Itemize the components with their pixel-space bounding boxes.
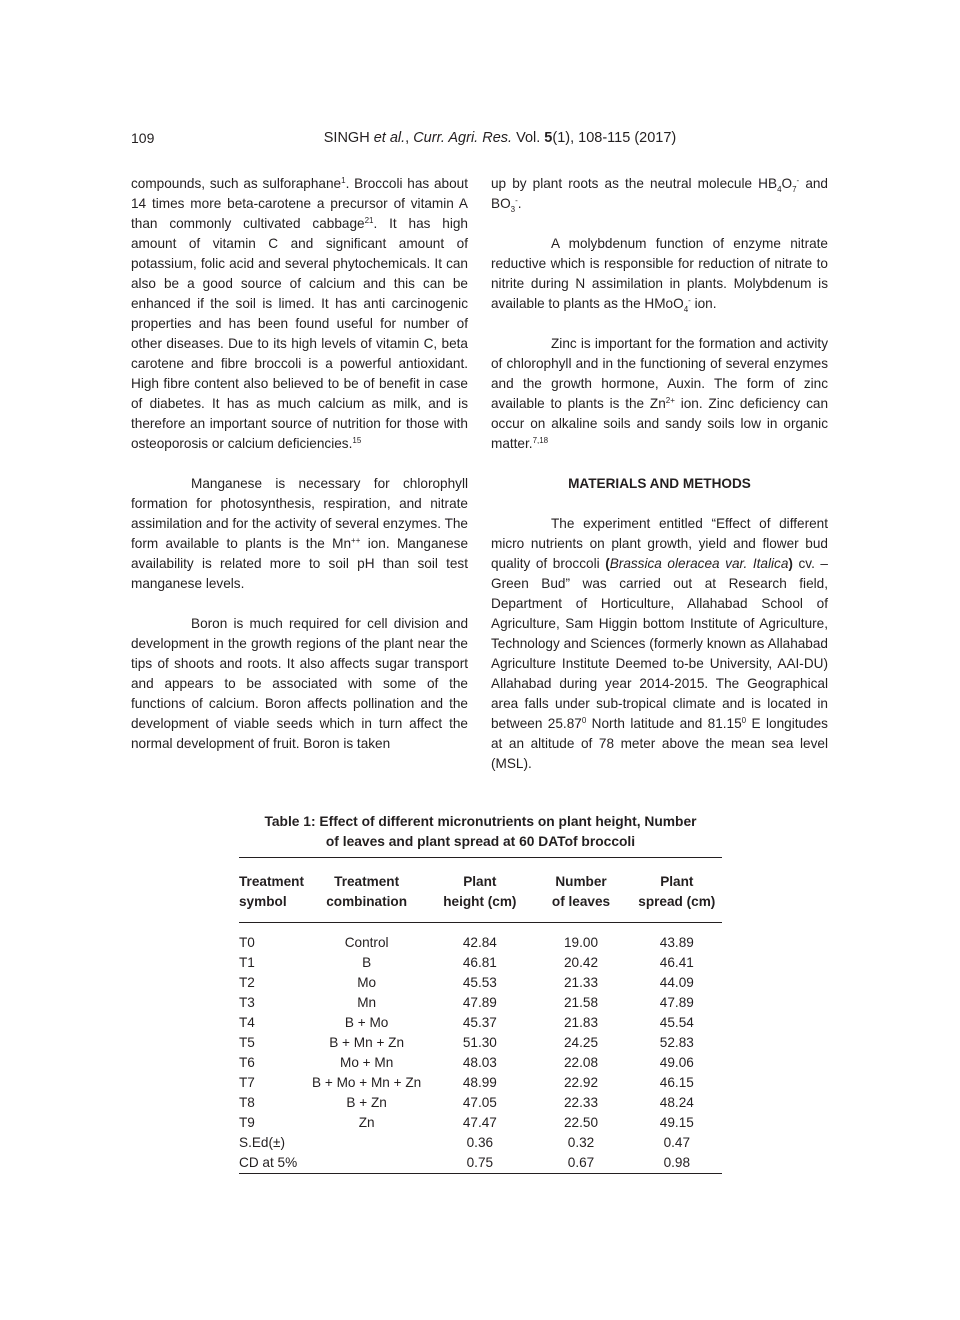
- ion-charge: -: [688, 296, 691, 305]
- left-column: [131, 174, 468, 774]
- ion-charge: -: [515, 196, 518, 205]
- table-row: [239, 973, 722, 993]
- table-cell: T3: [239, 995, 255, 1010]
- header-line: symbol: [239, 894, 287, 909]
- subscript: 4: [777, 185, 782, 194]
- header-line: height (cm): [443, 894, 517, 909]
- table-cell: 48.03: [462, 1055, 497, 1070]
- right-column: [491, 174, 828, 794]
- table-cell: T0: [239, 935, 255, 950]
- table-cell: Control: [344, 935, 389, 950]
- table-cell: S.Ed(±): [239, 1135, 285, 1150]
- table-cell: 48.99: [462, 1075, 497, 1090]
- column-header: [304, 858, 429, 923]
- paragraph-experiment: [491, 514, 828, 774]
- subscript: 7: [792, 185, 797, 194]
- table-row: [239, 953, 722, 973]
- table-cell: 46.15: [659, 1075, 694, 1090]
- table-cell: 21.33: [564, 975, 599, 990]
- reference: 21: [364, 216, 374, 225]
- table-cell: 46.81: [462, 955, 497, 970]
- column-header: [530, 858, 631, 923]
- text: . Broccoli has about 14 times more beta-carotene a precursor of vitamin A than commonly cultivated cabbage: [131, 176, 468, 231]
- reference: 15: [352, 436, 362, 445]
- column-header: [429, 858, 530, 923]
- column-header: [632, 858, 722, 923]
- table-cell: CD at 5%: [239, 1153, 304, 1174]
- table-cell: 21.83: [564, 1015, 599, 1030]
- ion-charge: 2+: [665, 396, 675, 405]
- table-cell: 47.89: [659, 995, 694, 1010]
- ion-charge: ++: [351, 536, 361, 545]
- table-row: [239, 1073, 722, 1093]
- table-cell: B + Mo + Mn + Zn: [312, 1075, 422, 1090]
- paragraph-molybdenum: [491, 234, 828, 314]
- table-cell: B + Mn + Zn: [329, 1035, 405, 1050]
- text: .: [517, 196, 522, 211]
- table-row: [239, 923, 722, 954]
- table-cell: T4: [239, 1015, 255, 1030]
- volume-number: 5: [544, 130, 553, 146]
- text: Manganese is necessary for chlorophyll formation for photosynthesis, respiration, and nitrate assimilation and for the activity of several enzymes. The form available to plants is the Mn: [131, 476, 468, 551]
- table-cell: 24.25: [564, 1035, 599, 1050]
- table-caption: [239, 812, 722, 857]
- table-row: [239, 1053, 722, 1073]
- text: O: [781, 176, 793, 191]
- paragraph-boron: Boron is much required for cell division and development in the growth regions of the plant near the tips of shoots and roots. It also affects sugar transport and appears to be associated with some of the functions of calcium. Boron affects pollination and the development of viable seeds which in turn affect the normal development of fruit. Boron is taken: [131, 616, 468, 751]
- table-cell: 0.98: [632, 1153, 722, 1174]
- column-header: [239, 858, 304, 923]
- table-cell: 0.47: [663, 1135, 691, 1150]
- page-number: 109: [131, 130, 155, 146]
- paren: (: [605, 556, 610, 571]
- text: Zinc is important for the formation and activity of chlorophyll and in the functioning of several enzymes and the growth hormone, Auxin. The form of zinc available to plants is the Zn: [491, 336, 828, 411]
- text: . It has high amount of vitamin C and significant amount of potassium, folic acid and several phytochemicals. It can also be a good source of calcium and this can be enhanced if the soil is limed. It has anti carcinogenic properties and has been found useful for number of other diseases. Due to its high levels of vitamin C, beta carotene and fibre broccoli is a powerful antioxidant. High fibre content also believed to be of benefit in case of diabetes. It has as much calcium as milk, and is therefore an important source of nutrition for those with osteoporosis or calcium deficiencies.: [131, 216, 468, 451]
- vol-prefix: Vol.: [516, 130, 541, 146]
- header-line: of leaves: [551, 894, 611, 909]
- text: The experiment entitled “Effect of different micro nutrients on plant growth, yield and flower bud quality of broccoli: [491, 516, 828, 571]
- table-cell: T1: [239, 955, 255, 970]
- table-cell: 0.67: [530, 1153, 631, 1174]
- table-cell: Zn: [358, 1115, 375, 1130]
- text: ion.: [690, 296, 717, 311]
- running-head: SINGH et al., Curr. Agri. Res. Vol. 5(1), 108-115 (2017): [323, 130, 677, 146]
- table-body: [239, 923, 722, 1174]
- data-table: [239, 857, 722, 1174]
- table-cell: 44.09: [659, 975, 694, 990]
- table-cell: 21.58: [564, 995, 599, 1010]
- text: ion. Manganese availability is related more to soil pH than soil test manganese levels.: [131, 536, 469, 591]
- table-cell: 45.53: [462, 975, 497, 990]
- table-cell: T8: [239, 1095, 255, 1110]
- table-row: [239, 993, 722, 1013]
- header-line: Plant: [660, 874, 694, 889]
- text: ion. Zinc deficiency can occur on alkaline soils and sandy soils low in organic matter.: [491, 396, 829, 451]
- table-row: [239, 1093, 722, 1113]
- table-cell: Mn: [357, 995, 377, 1010]
- table-row: [239, 1153, 722, 1174]
- section-heading: MATERIALS AND METHODS: [568, 476, 751, 491]
- header-line: Number: [555, 874, 607, 889]
- header-line: combination: [326, 894, 408, 909]
- text: E longitudes at an altitude of 78 meter above the mean sea level (MSL).: [491, 716, 828, 771]
- reference: 7,18: [532, 436, 549, 445]
- degree-mark: 0: [581, 716, 587, 725]
- table-cell: 45.37: [462, 1015, 497, 1030]
- table-cell: 45.54: [659, 1015, 694, 1030]
- table-cell: T9: [239, 1115, 255, 1130]
- text: cv. – Green Bud” was carried out at Research field, Department of Horticulture, Allahabad School of Agriculture, Sam Higgin bottom Institute of Agriculture, Technology and Sciences (formerly known as Allahabad Agriculture Institute Deemed to-be University, AAI-DU) Allahabad during year 2014-2015. The Geographical area falls under sub-tropical climate and is located in between 25.87: [491, 556, 828, 731]
- table-cell: 42.84: [462, 935, 497, 950]
- table-cell: [304, 1153, 429, 1174]
- table-cell: T5: [239, 1035, 255, 1050]
- text: up by plant roots as the neutral molecule HB: [491, 176, 778, 191]
- table-cell: 49.15: [659, 1115, 694, 1130]
- paragraph-boron-continued: [491, 174, 828, 214]
- subscript: 4: [683, 305, 689, 314]
- table-cell: 22.50: [564, 1115, 599, 1130]
- paragraph-manganese: [131, 474, 468, 594]
- table-cell: 22.92: [564, 1075, 599, 1090]
- table-cell: 0.32: [567, 1135, 595, 1150]
- table-row: [239, 1033, 722, 1053]
- paren: ): [788, 556, 793, 571]
- header-line: Treatment: [334, 874, 400, 889]
- text: compounds, such as sulforaphane: [131, 176, 342, 191]
- header-line: Plant: [463, 874, 497, 889]
- table-cell: [304, 1133, 429, 1153]
- header-line: Treatment: [239, 874, 304, 889]
- table-cell: 52.83: [659, 1035, 694, 1050]
- table-cell: 0.36: [466, 1135, 494, 1150]
- journal-name: Curr. Agri. Res.: [413, 130, 513, 146]
- table-cell: Mo: [357, 975, 377, 990]
- table-row: [239, 1133, 722, 1153]
- table-cell: 22.33: [564, 1095, 599, 1110]
- table-cell: B + Zn: [346, 1095, 387, 1110]
- table-row: [239, 1113, 722, 1133]
- table-cell: 43.89: [659, 935, 694, 950]
- table-1: [239, 812, 722, 1174]
- table-cell: 51.30: [462, 1035, 497, 1050]
- table-cell: B: [362, 955, 372, 970]
- table-cell: 47.89: [462, 995, 497, 1010]
- table-cell: T2: [239, 975, 255, 990]
- table-cell: 49.06: [659, 1055, 694, 1070]
- ion-charge: -: [796, 176, 800, 185]
- table-cell: T7: [239, 1075, 255, 1090]
- text: and BO: [491, 176, 828, 211]
- caption-line: of leaves and plant spread at 60 DATof broccoli: [325, 834, 636, 849]
- caption-line: Table 1: Effect of different micronutrients on plant height, Number: [264, 814, 697, 829]
- et-al: et al.: [373, 130, 406, 146]
- table-cell: 20.42: [564, 955, 599, 970]
- species-name: Brassica oleracea var. Italica: [609, 556, 789, 571]
- table-cell: 19.00: [564, 935, 599, 950]
- paragraph-broccoli-nutrition: [131, 174, 468, 454]
- table-cell: T6: [239, 1055, 255, 1070]
- table-cell: 22.08: [564, 1055, 599, 1070]
- table-cell: 48.24: [659, 1095, 694, 1110]
- subscript: 3: [510, 205, 516, 214]
- degree-mark: 0: [741, 716, 747, 725]
- issue-pages-year: (1), 108-115 (2017): [552, 130, 677, 146]
- reference: 1: [341, 176, 346, 185]
- text: North latitude and 81.15: [586, 716, 742, 731]
- table-cell: 0.75: [429, 1153, 530, 1174]
- text: A molybdenum function of enzyme nitrate reductive which is responsible for reduction of nitrate to nitrite during N assimilation in plants. Molybdenum is available to plants as the HMoO: [491, 236, 828, 311]
- paragraph-zinc: [491, 334, 828, 454]
- table-row: [239, 1013, 722, 1033]
- table-cell: Mo + Mn: [340, 1055, 394, 1070]
- table-cell: B + Mo: [344, 1015, 389, 1030]
- author: SINGH: [323, 130, 370, 146]
- table-cell: 46.41: [659, 955, 694, 970]
- header-line: spread (cm): [638, 894, 716, 909]
- header-row: [239, 858, 722, 923]
- table-cell: 47.47: [462, 1115, 497, 1130]
- table-cell: 47.05: [462, 1095, 497, 1110]
